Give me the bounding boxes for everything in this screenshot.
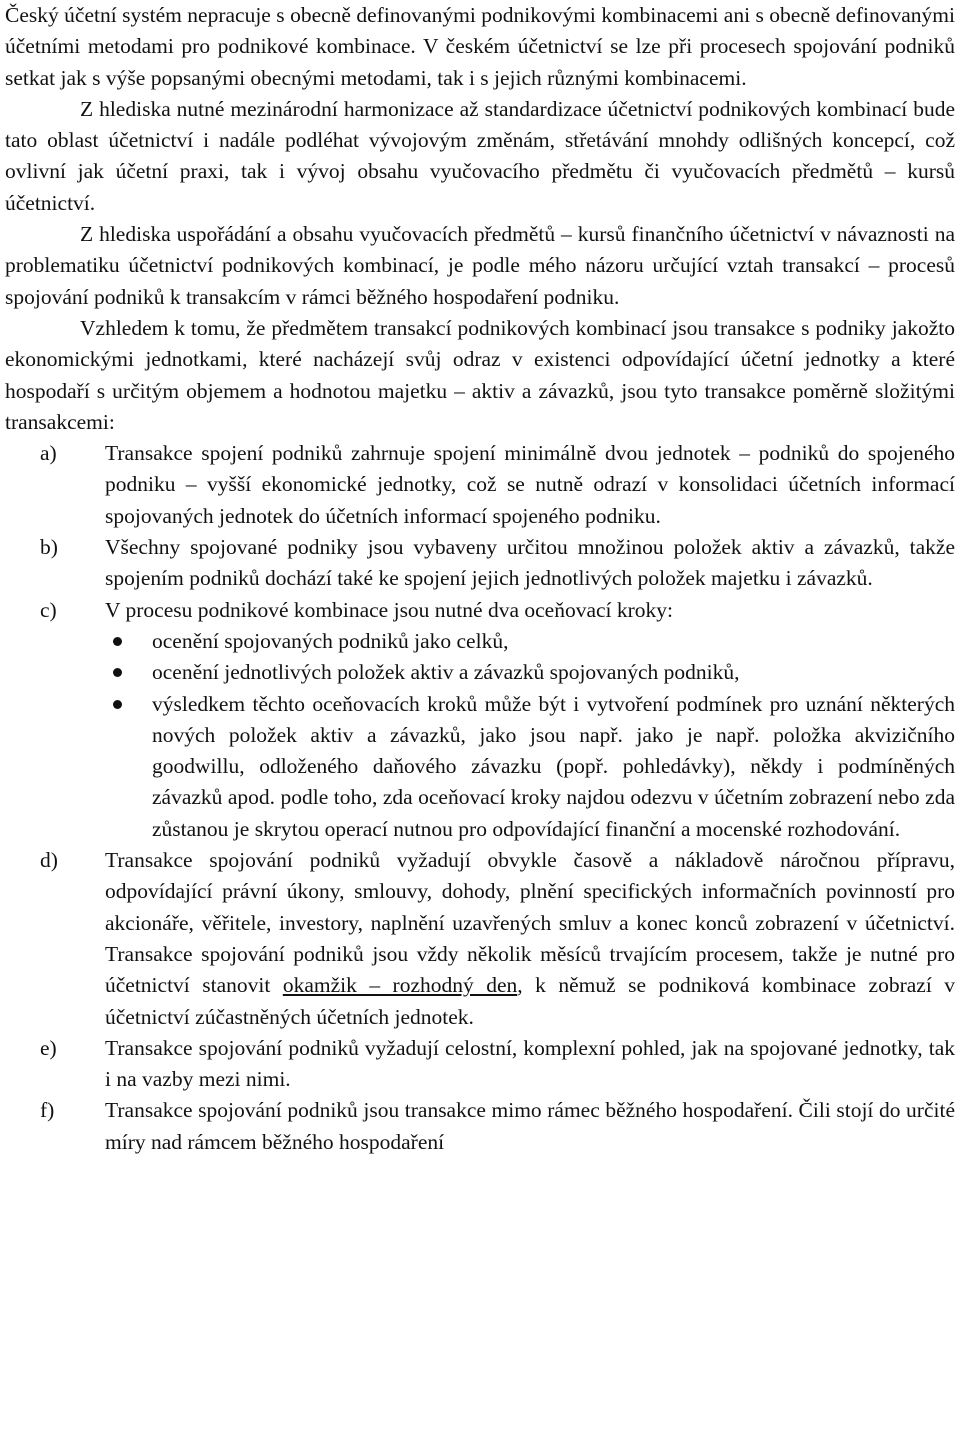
list-item-e [5, 1033, 955, 1096]
list-marker: e) [40, 1035, 57, 1060]
list-item-c [5, 595, 955, 845]
list-marker: a) [40, 441, 57, 466]
list-marker: c) [40, 597, 57, 622]
bullet-list [105, 626, 955, 845]
list-item-text: V procesu podnikové kombinace jsou nutné dva oceňovací kroky: [105, 597, 674, 622]
bullet-text: ocenění jednotlivých položek aktiv a závazků spojovaných podniků, [152, 660, 740, 685]
underlined-term: okamžik – rozhodný den [282, 973, 518, 998]
list-item-text: Transakce spojování podniků vyžadují obvykle časově a nákladově náročnou přípravu, odpovídající právní úkony, smlouvy, dohody, plnění specifických informačních povinností pro akcionáře, věřitele, investory, naplnění uzavřených smluv a konec konců zobrazení v účetnictví. Transakce spojování podniků jsou vždy několik měsíců trvajícím procesem, takže je nutné pro účetnictví stanovit [105, 848, 955, 998]
list-item-a [5, 438, 955, 532]
list-marker: d) [40, 848, 58, 873]
bullet-icon [113, 700, 122, 709]
bullet-item [105, 626, 955, 657]
list-item-d [5, 845, 955, 1033]
list-marker: b) [40, 535, 58, 560]
list-item-text: Všechny spojované podniky jsou vybaveny určitou množinou položek aktiv a závazků, takže spojením podniků dochází také ke spojení jejich jednotlivých položek majetku i závazků. [105, 535, 955, 591]
paragraph-2: Z hlediska nutné mezinárodní harmonizace až standardizace účetnictví podnikových kombinací bude tato oblast účetnictví i nadále podléhat vývojovým změnám, střetávání mnohdy odlišných koncepcí, což ovlivní jak účetní praxi, tak i vývoj obsahu vyučovacího předmětu či vyučovacích předmětů – kursů účetnictví. [5, 96, 955, 215]
bullet-text: výsledkem těchto oceňovacích kroků může být i vytvoření podmínek pro uznání některých nových položek aktiv a závazků, jako jsou např. jako je např. položka akvizičního goodwillu, odloženého daňového závazku (popř. pohledávky), někdy i podmíněných závazků apod. podle toho, zda oceňovací kroky najdou odezvu v účetním zobrazení nebo zda zůstanou je skrytou operací nutnou pro odpovídající finanční a mocenské rozhodování. [152, 691, 955, 841]
list-item-text: Transakce spojování podniků jsou transakce mimo rámec běžného hospodaření. Čili stojí do určité míry nad rámcem běžného hospodaření [105, 1098, 955, 1154]
list-item-b [5, 532, 955, 595]
document-page [5, 0, 955, 1158]
bullet-item [105, 657, 955, 688]
bullet-icon [113, 668, 122, 677]
list-item-text: Transakce spojení podniků zahrnuje spojení minimálně dvou jednotek – podniků do spojeného podniku – vyšší ekonomické jednotky, což se nutně odrazí v konsolidaci účetních informací spojovaných jednotek do účetních informací spojeného podniku. [105, 441, 955, 528]
paragraph-4: Vzhledem k tomu, že předmětem transakcí podnikových kombinací jsou transakce s podniky jakožto ekonomickými jednotkami, které nacházejí svůj odraz v existenci odpovídající účetní jednotky a které hospodaří s určitým objemem a hodnotou majetku – aktiv a závazků, jsou tyto transakce poměrně složitými transakcemi: [5, 315, 955, 434]
paragraph-1: Český účetní systém nepracuje s obecně definovanými podnikovými kombinacemi ani s obecně definovanými účetními metodami pro podnikové kombinace. V českém účetnictví se lze při procesech spojování podniků setkat jak s výše popsanými obecnými metodami, tak i s jejich různými kombinacemi. [5, 3, 955, 90]
list-item-text: Transakce spojování podniků vyžadují celostní, komplexní pohled, jak na spojované jednotky, tak i na vazby mezi nimi. [105, 1035, 955, 1092]
list-item-text-continued: , k němuž se podniková kombinace zobrazí v účetnictví zúčastněných účetních jednotek. [105, 973, 956, 1029]
bullet-item [105, 689, 955, 845]
bullet-text: ocenění spojovaných podniků jako celků, [152, 628, 509, 653]
list-marker: f) [40, 1098, 55, 1123]
paragraph-3: Z hlediska uspořádání a obsahu vyučovacích předmětů – kursů finančního účetnictví v návaznosti na problematiku účetnictví podnikových kombinací, je podle mého názoru určující vztah transakcí – procesů spojování podniků k transakcím v rámci běžného hospodaření podniku. [5, 222, 955, 309]
bullet-icon [113, 637, 122, 646]
list-item-f [5, 1095, 955, 1158]
